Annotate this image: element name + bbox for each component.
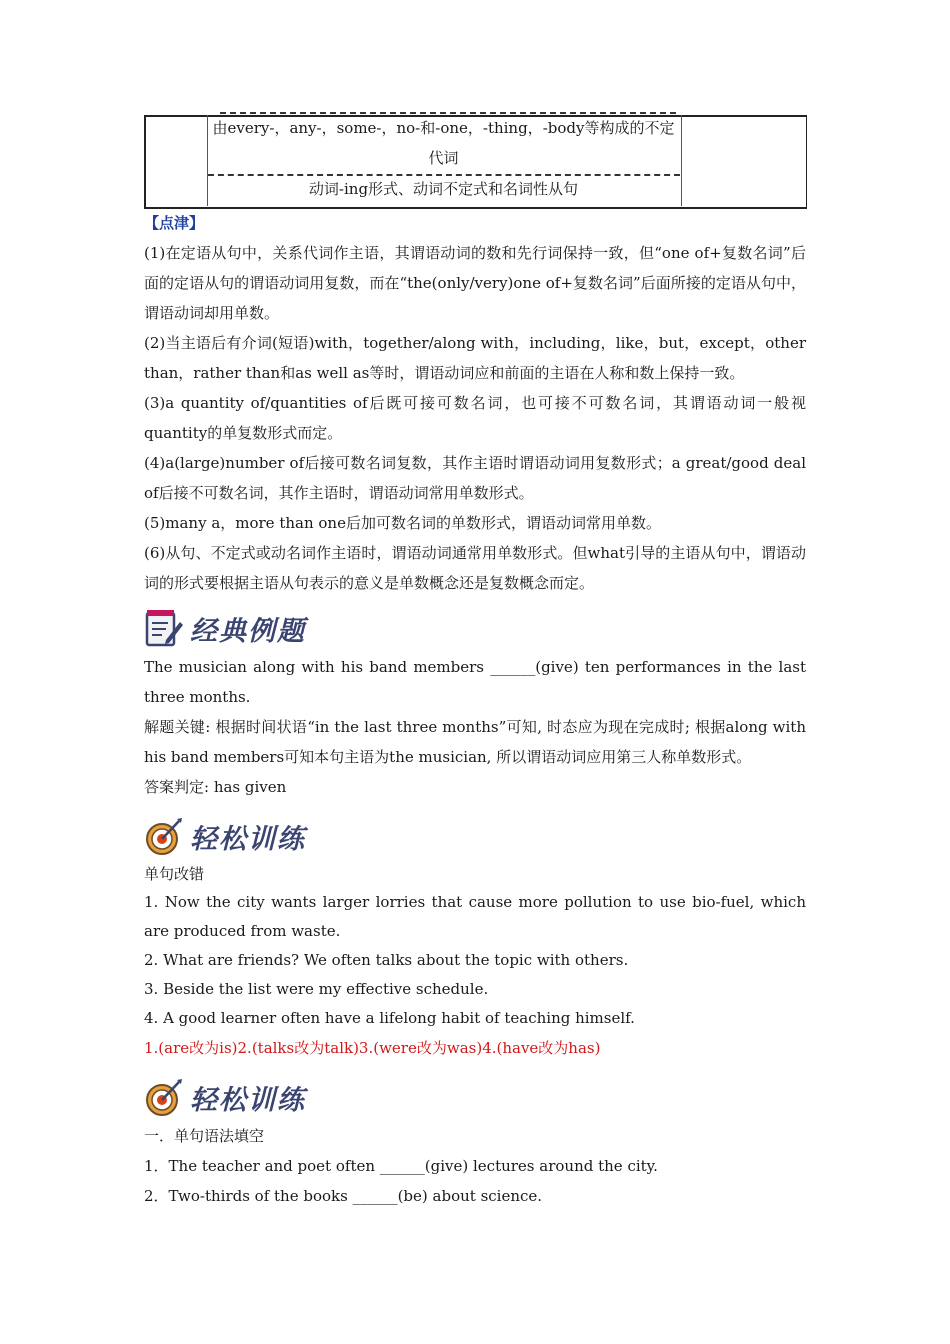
- tip-label: 【点津】: [144, 214, 205, 232]
- grammar-table: [144, 112, 806, 208]
- tip-point-6: (6)从句、不定式或动名词作主语时，谓语动词通常用单数形式。但what引导的主语从句中，谓语动词的形式要根据主语从句表示的意义是单数概念还是复数概念而定。: [144, 544, 806, 592]
- practice-heading: [144, 812, 806, 860]
- tip-point-5: (5)many a，more than one后加可数名词的单数形式，谓语动词常用单数。: [144, 514, 661, 532]
- practice-item-3: 3. Beside the list were my effective schedule.: [144, 980, 489, 998]
- table-cell-pronouns: 由every-，any-，some-，no-和-one，-thing，-body等构成的不定代词: [212, 119, 675, 167]
- example-heading-text: 经典例题: [190, 615, 306, 647]
- example-analysis: 解题关键: 根据时间状语“in the last three months”可知, 时态应为现在完成时; 根据along with his band members可知本句主语为the musician, 所以谓语动词应用第三人称单数形式。: [144, 718, 806, 766]
- practice-item-2: 2. What are friends? We often talks about the topic with others.: [144, 951, 629, 969]
- target-arrow-icon: [144, 816, 184, 856]
- example-answer: 答案判定: has given: [144, 778, 287, 796]
- tip-point-4: (4)a(large)number of后接可数名词复数，其作主语时谓语动词用复数形式；a great/good deal of后接不可数名词，其作主语时，谓语动词常用单数形式。: [144, 454, 806, 502]
- notepad-pencil-icon: [144, 608, 184, 648]
- practice2-item-1: 1．The teacher and poet often ______(give) lectures around the city.: [144, 1157, 658, 1175]
- practice2-item-2: 2．Two-thirds of the books ______(be) about science.: [144, 1187, 543, 1205]
- tip-point-1: (1)在定语从句中，关系代词作主语，其谓语动词的数和先行词保持一致，但“one of+复数名词”后面的定语从句的谓语动词用复数，而在“the(only/very)one of+复数名词”后面所接的定语从句中，谓语动词却用单数。: [144, 244, 806, 322]
- table-cell-clauses: 动词-ing形式、动词不定式和名词性从句: [308, 180, 579, 198]
- practice2-heading: [144, 1073, 806, 1121]
- practice-heading-text: 轻松训练: [190, 823, 306, 855]
- practice2-subtitle: 一．单句语法填空: [144, 1127, 265, 1145]
- practice-item-1: 1. Now the city wants larger lorries that cause more pollution to use bio-fuel, which are produced from waste.: [144, 893, 806, 940]
- practice2-heading-text: 轻松训练: [190, 1084, 306, 1116]
- document-page: [144, 112, 806, 1211]
- example-question: The musician along with his band members ______(give) ten performances in the last three months.: [144, 658, 806, 706]
- tip-point-3: (3)a quantity of/quantities of后既可接可数名词，也可接不可数名词，其谓语动词一般视quantity的单复数形式而定。: [144, 394, 806, 442]
- practice-answers: 1.(are改为is)2.(talks改为talk)3.(were改为was)4.(have改为has): [144, 1039, 601, 1057]
- practice-item-4: 4. A good learner often have a lifelong habit of teaching himself.: [144, 1009, 635, 1027]
- tip-point-2: (2)当主语后有介词(短语)with，together/along with，including，like，but，except，other than，rather than和as well as等时，谓语动词应和前面的主语在人称和数上保持一致。: [144, 334, 806, 382]
- target-arrow-icon: [144, 1077, 184, 1117]
- example-heading: [144, 604, 806, 652]
- practice-subtitle: 单句改错: [144, 865, 205, 883]
